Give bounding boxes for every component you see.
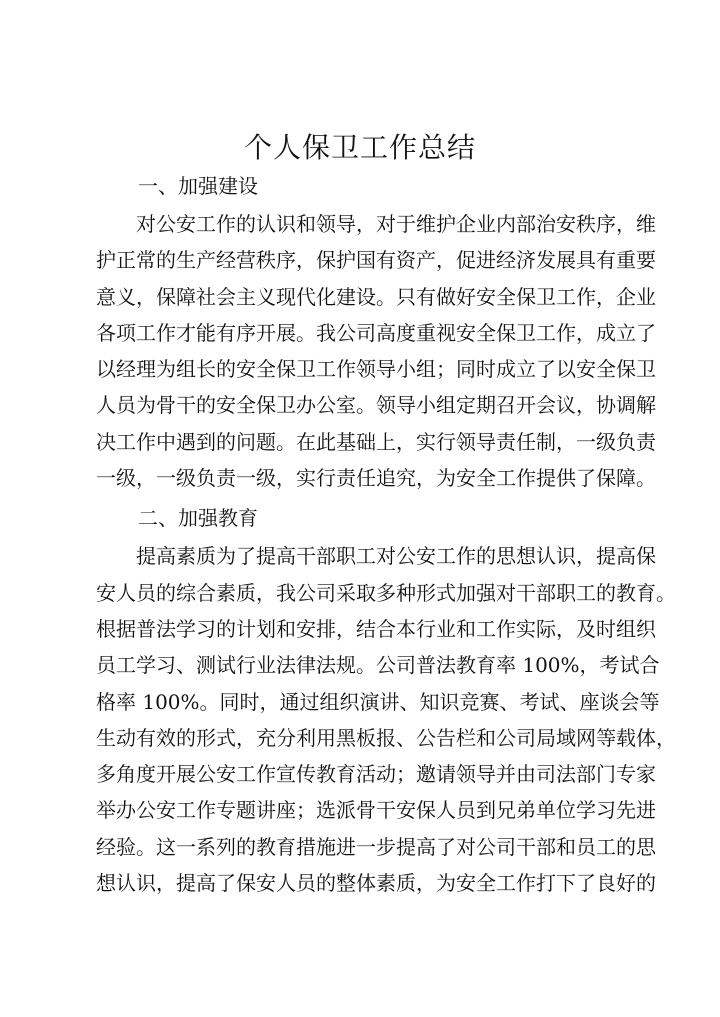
paragraph-line: 对公安工作的认识和领导，对于维护企业内部治安秩序，维 [136, 212, 656, 236]
paragraph-line: 提高素质为了提高干部职工对公安工作的思想认识，提高保 [136, 544, 656, 569]
paragraph-line: 经验。这一系列的教育措施进一步提高了对公司干部和员工的思 [96, 834, 656, 859]
paragraph-line: 各项工作才能有序开展。我公司高度重视安全保卫工作，成立了 [96, 320, 656, 345]
paragraph-line: 安人员的综合素质，我公司采取多种形式加强对干部职工的教育。 [96, 580, 676, 605]
paragraph-line: 想认识，提高了保安人员的整体素质，为安全工作打下了良好的 [96, 871, 656, 896]
paragraph-line: 员工学习、测试行业法律法规。公司普法教育率 100%，考试合 [96, 653, 660, 678]
section-paragraph-2 [96, 538, 676, 901]
paragraph-line: 生动有效的形式，充分利用黑板报、公告栏和公司局域网等载体， [96, 725, 676, 750]
paragraph-line: 根据普法学习的计划和安排，结合本行业和工作实际，及时组织 [96, 616, 656, 641]
paragraph-line: 一级，一级负责一级，实行责任追究，为安全工作提供了保障。 [96, 466, 656, 491]
section-heading-1: 一、加强建设 [138, 174, 258, 198]
paragraph-line: 多角度开展公安工作宣传教育活动；邀请领导并由司法部门专家 [96, 762, 656, 787]
document-body [96, 170, 676, 901]
paragraph-line: 以经理为组长的安全保卫工作领导小组；同时成立了以安全保卫 [96, 357, 656, 382]
section-paragraph-1 [96, 206, 656, 496]
paragraph-line: 人员为骨干的安全保卫办公室。领导小组定期召开会议，协调解 [96, 393, 656, 418]
paragraph-line: 护正常的生产经营秩序，保护国有资产，促进经济发展具有重要 [96, 248, 656, 273]
section-heading-2: 二、加强教育 [138, 506, 258, 531]
paragraph-line: 决工作中遇到的问题。在此基础上，实行领导责任制，一级负责 [96, 429, 656, 454]
paragraph-line: 格率 100%。同时，通过组织演讲、知识竞赛、考试、座谈会等 [96, 689, 660, 714]
paragraph-line: 举办公安工作专题讲座；选派骨干安保人员到兄弟单位学习先进 [96, 798, 656, 823]
paragraph-line: 意义，保障社会主义现代化建设。只有做好安全保卫工作，企业 [96, 284, 656, 309]
document-title: 个人保卫工作总结 [243, 131, 476, 164]
